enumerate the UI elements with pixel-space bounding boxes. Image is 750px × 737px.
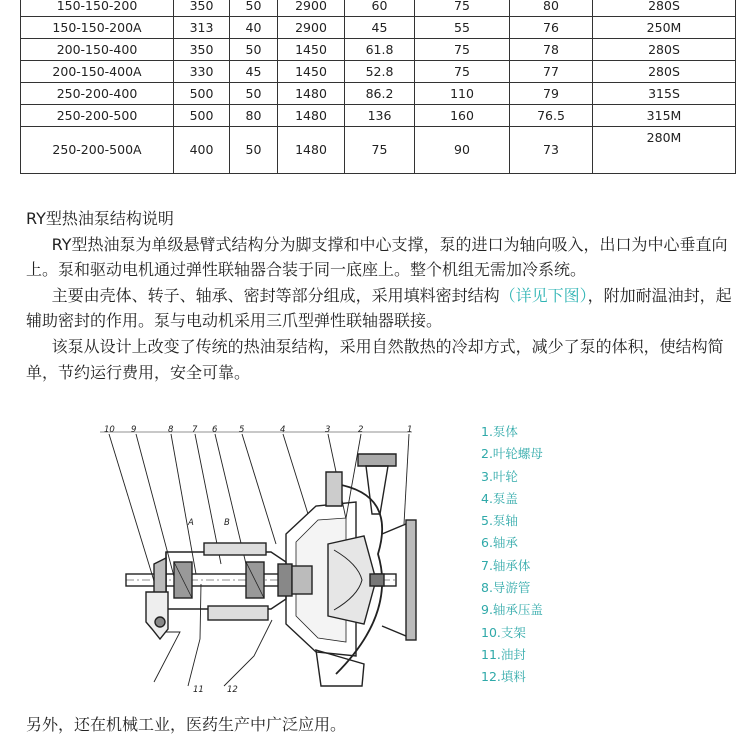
legend-item: 9.轴承压盖 xyxy=(481,602,543,618)
table-cell: 350 xyxy=(174,0,230,17)
callout-label: 4 xyxy=(280,425,286,435)
table-cell: 500 xyxy=(174,105,230,127)
table-cell: 160 xyxy=(415,105,510,127)
legend-item: 4.泵盖 xyxy=(481,490,518,506)
section-marker-a: A xyxy=(188,518,194,528)
table-cell: 350 xyxy=(174,39,230,61)
table-cell: 136 xyxy=(345,105,415,127)
table-cell: 1480 xyxy=(278,127,345,174)
legend-item: 11.油封 xyxy=(481,646,526,662)
table-row xyxy=(21,83,736,105)
table-row xyxy=(21,61,736,83)
callout-label: 10 xyxy=(104,425,115,435)
table-cell: 2900 xyxy=(278,0,345,17)
callout-label: 6 xyxy=(212,425,218,435)
table-cell: 76 xyxy=(510,17,593,39)
table-cell: 50 xyxy=(230,127,278,174)
table-row xyxy=(21,127,736,174)
section-title: RY型热油泵结构说明 xyxy=(26,209,174,228)
callout-label: 12 xyxy=(227,685,238,694)
callout-label: 3 xyxy=(325,425,331,435)
section-marker-b: B xyxy=(224,518,230,528)
table-cell: 79 xyxy=(510,83,593,105)
table-cell: 1450 xyxy=(278,39,345,61)
table-cell: 75 xyxy=(415,61,510,83)
table-cell: 61.8 xyxy=(345,39,415,61)
legend-item: 3.叶轮 xyxy=(481,468,518,484)
table-cell: 200-150-400 xyxy=(21,39,174,61)
footer-text: 另外，还在机械工业，医药生产中广泛应用。 xyxy=(26,715,347,734)
legend-item: 1.泵体 xyxy=(481,424,518,439)
table-cell: 50 xyxy=(230,0,278,17)
legend-item: 6.轴承 xyxy=(481,535,518,551)
callout-label: 11 xyxy=(193,685,204,694)
table-cell: 50 xyxy=(230,83,278,105)
callout-label: 9 xyxy=(131,425,137,435)
table-cell: 52.8 xyxy=(345,61,415,83)
callout-label: 2 xyxy=(358,425,364,435)
table-cell: 280S xyxy=(593,0,736,17)
table-cell: 75 xyxy=(345,127,415,174)
table-row xyxy=(21,105,736,127)
table-cell: 40 xyxy=(230,17,278,39)
paragraph-components-tail: ，附加耐温油封，起辅助密封的作用。泵与电动机采用三爪型弹性联轴器联接。 xyxy=(26,285,732,331)
bearing-housing xyxy=(154,543,286,620)
table-cell: 55 xyxy=(415,17,510,39)
table-cell: 80 xyxy=(230,105,278,127)
table-cell: 50 xyxy=(230,39,278,61)
table-row xyxy=(21,0,736,17)
callout-label: 5 xyxy=(239,425,245,435)
structure-description xyxy=(26,206,742,385)
pump-cross-section-drawing xyxy=(96,424,426,694)
see-figure-link[interactable]: （详见下图） xyxy=(499,285,588,305)
pump-spec-table xyxy=(20,0,736,174)
table-cell: 78 xyxy=(510,39,593,61)
callout-label: 7 xyxy=(192,425,198,435)
table-cell: 75 xyxy=(415,0,510,17)
legend-item: 8.导游管 xyxy=(481,580,531,596)
paragraph-structure: RY型热油泵为单级悬臂式结构分为脚支撑和中心支撑，泵的进口为轴向吸入，出口为中心垂直向上。泵和驱动电机通过弹性联轴器合装于同一底座上。整个机组无需加冷系统。 xyxy=(26,234,728,280)
callout-label: 8 xyxy=(168,425,174,435)
table-row xyxy=(21,39,736,61)
table-cell: 45 xyxy=(345,17,415,39)
table-cell: 313 xyxy=(174,17,230,39)
table-cell: 280S xyxy=(593,61,736,83)
table-cell: 250-200-500A xyxy=(21,127,174,174)
table-cell: 315S xyxy=(593,83,736,105)
legend-item: 5.泵轴 xyxy=(481,513,518,529)
table-cell: 60 xyxy=(345,0,415,17)
parts-legend xyxy=(481,421,543,689)
table-cell: 110 xyxy=(415,83,510,105)
table-cell: 73 xyxy=(510,127,593,174)
table-cell: 90 xyxy=(415,127,510,174)
table-cell: 250-200-500 xyxy=(21,105,174,127)
table-cell: 150-150-200A xyxy=(21,17,174,39)
paragraph-advantages: 该泵从设计上改变了传统的热油泵结构，采用自然散热的冷却方式，减少了泵的体积，使结构简单，节约运行费用，安全可靠。 xyxy=(26,336,724,382)
table-cell: 150-150-200 xyxy=(21,0,174,17)
table-cell: 330 xyxy=(174,61,230,83)
table-cell: 250-200-400 xyxy=(21,83,174,105)
table-cell: 315M xyxy=(593,105,736,127)
impeller xyxy=(328,536,384,624)
table-cell: 280S xyxy=(593,39,736,61)
table-cell: 200-150-400A xyxy=(21,61,174,83)
table-cell: 400 xyxy=(174,127,230,174)
table-cell: 76.5 xyxy=(510,105,593,127)
table-cell: 80 xyxy=(510,0,593,17)
table-cell: 1480 xyxy=(278,105,345,127)
table-cell: 280M xyxy=(593,127,736,174)
legend-item: 2.叶轮螺母 xyxy=(481,446,543,462)
table-cell: 1450 xyxy=(278,61,345,83)
table-cell: 250M xyxy=(593,17,736,39)
table-cell: 1480 xyxy=(278,83,345,105)
table-cell: 75 xyxy=(415,39,510,61)
callout-label: 1 xyxy=(407,425,413,435)
table-cell: 77 xyxy=(510,61,593,83)
legend-item: 10.支架 xyxy=(481,624,526,640)
paragraph-components-text: 主要由壳体、转子、轴承、密封等部分组成，采用填料密封结构 xyxy=(51,285,500,305)
paragraph-components xyxy=(26,283,742,334)
frame-support xyxy=(146,592,168,639)
table-row xyxy=(21,17,736,39)
packing-gland xyxy=(278,564,312,596)
legend-item: 12.填料 xyxy=(481,669,526,685)
table-cell: 2900 xyxy=(278,17,345,39)
table-cell: 86.2 xyxy=(345,83,415,105)
table-cell: 45 xyxy=(230,61,278,83)
table-cell: 500 xyxy=(174,83,230,105)
legend-item: 7.轴承体 xyxy=(481,557,531,573)
